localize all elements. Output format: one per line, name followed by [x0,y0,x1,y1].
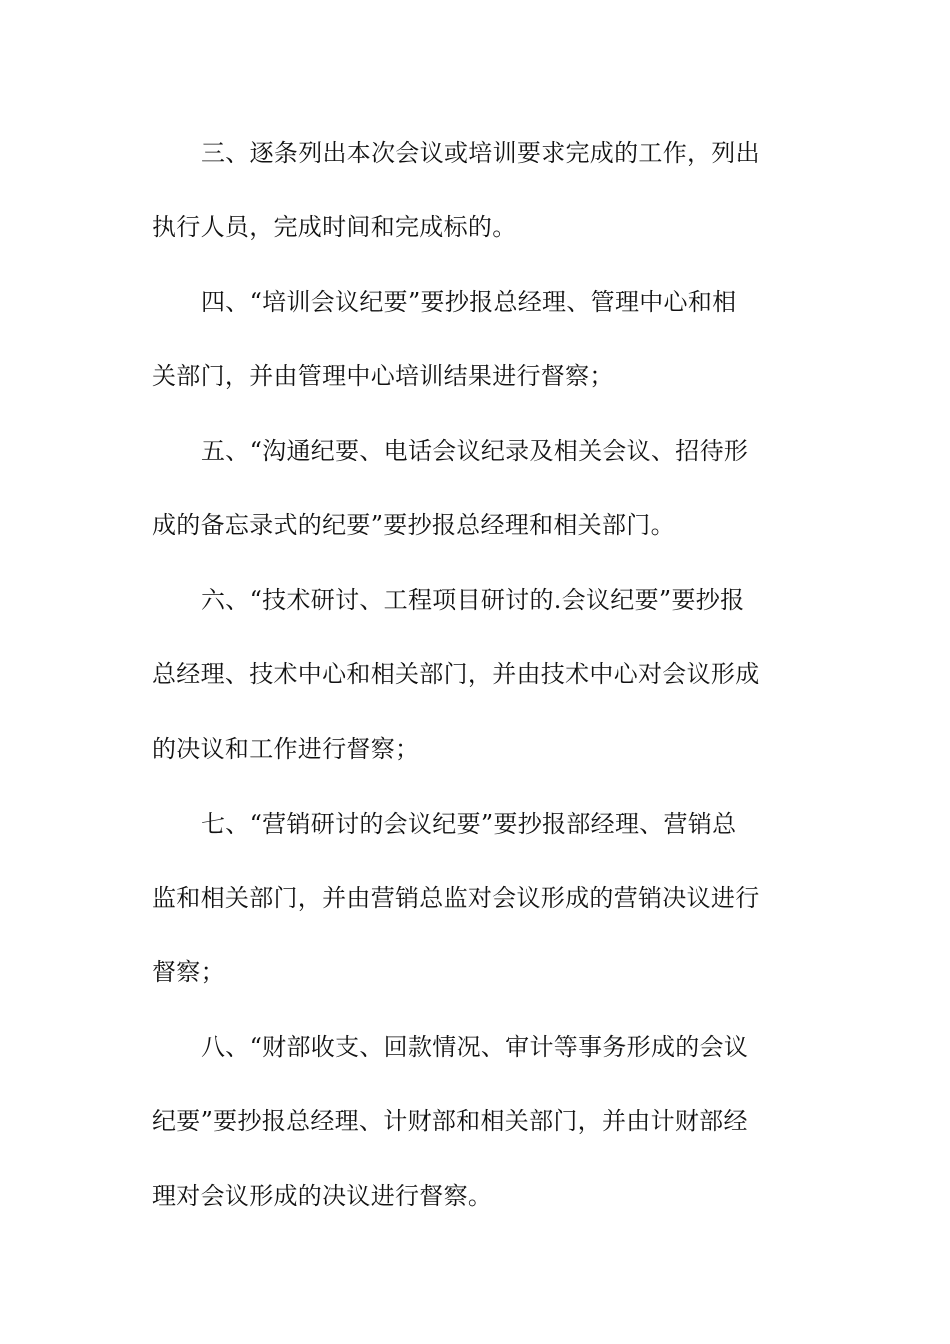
paragraph-7-line-2: 监和相关部门，并由营销总监对会议形成的营销决议进行 [152,884,760,912]
paragraph-6-line-2: 总经理、技术中心和相关部门，并由技术中心对会议形成 [152,660,760,688]
paragraph-7-line-1: 七、“营销研讨的会议纪要”要抄报部经理、营销总 [201,810,737,838]
paragraph-3-line-1: 三、逐条列出本次会议或培训要求完成的工作，列出 [201,139,760,167]
paragraph-5-line-2: 成的备忘录式的纪要”要抄报总经理和相关部门。 [152,511,675,539]
paragraph-4-line-1: 四、“培训会议纪要”要抄报总经理、管理中心和相 [201,288,737,316]
paragraph-4-line-2: 关部门，并由管理中心培训结果进行督察； [152,362,614,390]
paragraph-8-line-2: 纪要”要抄报总经理、计财部和相关部门，并由计财部经 [152,1107,748,1135]
paragraph-6-line-3: 的决议和工作进行督察； [152,735,420,763]
paragraph-5-line-1: 五、“沟通纪要、电话会议纪录及相关会议、招待形 [201,437,749,465]
paragraph-8-line-1: 八、“财部收支、回款情况、审计等事务形成的会议 [201,1033,749,1061]
paragraph-7-line-3: 督察； [152,958,225,986]
paragraph-3-line-2: 执行人员，完成时间和完成标的。 [152,213,517,241]
paragraph-6-line-1: 六、“技术研讨、工程项目研讨的.会议纪要”要抄报 [201,586,745,614]
paragraph-8-line-3: 理对会议形成的决议进行督察。 [152,1182,493,1210]
